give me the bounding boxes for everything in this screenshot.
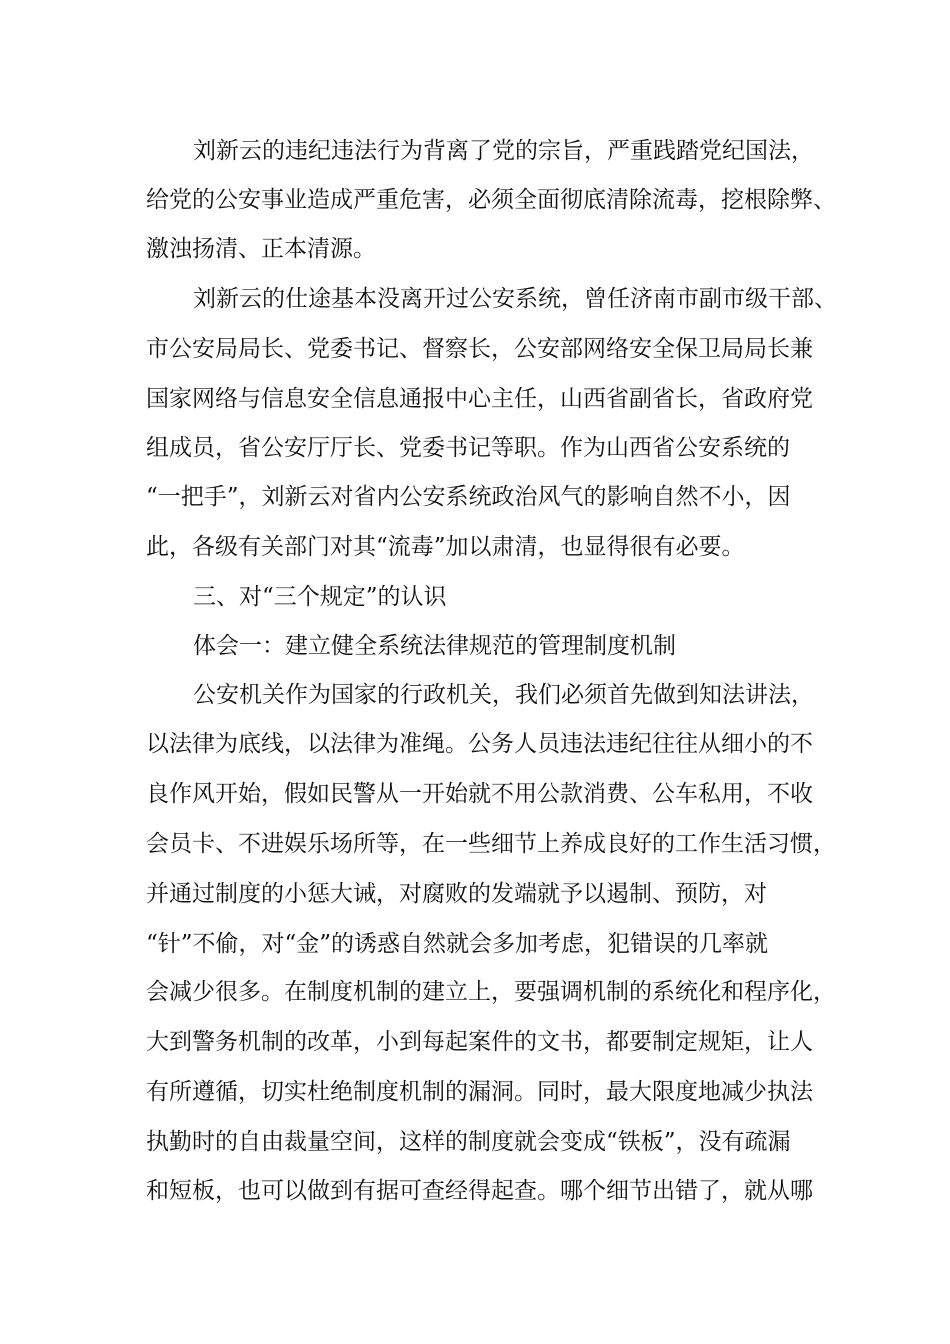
text-line: 公安机关作为国家的行政机关，我们必须首先做到知法讲法，	[193, 682, 814, 708]
text-line: 刘新云的违纪违法行为背离了党的宗旨，严重践踏党纪国法，	[193, 138, 814, 164]
sub-heading: 体会一：建立健全系统法律规范的管理制度机制	[193, 633, 676, 659]
text-line: 和短板，也可以做到有据可查经得起查。哪个细节出错了，就从哪	[146, 1178, 813, 1204]
text-line: 会员卡、不进娱乐场所等，在一些细节上养成良好的工作生活习惯，	[146, 831, 836, 857]
text-line: 此，各级有关部门对其“流毒”加以肃清，也显得很有必要。	[146, 534, 745, 560]
text-line: 会减少很多。在制度机制的建立上，要强调机制的系统化和程序化，	[146, 979, 836, 1005]
text-line: 国家网络与信息安全信息通报中心主任，山西省副省长，省政府党	[146, 386, 813, 412]
text-line: 有所遵循，切实杜绝制度机制的漏洞。同时，最大限度地减少执法	[146, 1079, 813, 1105]
text-line: 组成员，省公安厅厅长、党委书记等职。作为山西省公安系统的	[146, 435, 790, 461]
text-line: 大到警务机制的改革，小到每起案件的文书，都要制定规矩，让人	[146, 1029, 813, 1055]
text-line: 并通过制度的小惩大诫，对腐败的发端就予以遏制、预防，对	[146, 881, 767, 907]
text-line: “一把手”，刘新云对省内公安系统政治风气的影响自然不小，因	[146, 484, 791, 510]
text-line: 给党的公安事业造成严重危害，必须全面彻底清除流毒，挖根除弊、	[146, 187, 836, 213]
text-line: 市公安局局长、党委书记、督察长，公安部网络安全保卫局局长兼	[146, 336, 813, 362]
section-heading: 三、对“三个规定”的认识	[193, 584, 447, 610]
text-line: “针”不偷，对“金”的诱惑自然就会多加考虑，犯错误的几率就	[146, 931, 769, 957]
text-line: 良作风开始，假如民警从一开始就不用公款消费、公车私用，不收	[146, 781, 813, 807]
text-line: 刘新云的仕途基本没离开过公安系统，曾任济南市副市级干部、	[193, 286, 837, 312]
text-line: 执勤时的自由裁量空间，这样的制度就会变成“铁板”，没有疏漏	[146, 1129, 791, 1155]
text-line: 激浊扬清、正本清源。	[146, 236, 376, 262]
text-line: 以法律为底线，以法律为准绳。公务人员违法违纪往往从细小的不	[146, 731, 813, 757]
